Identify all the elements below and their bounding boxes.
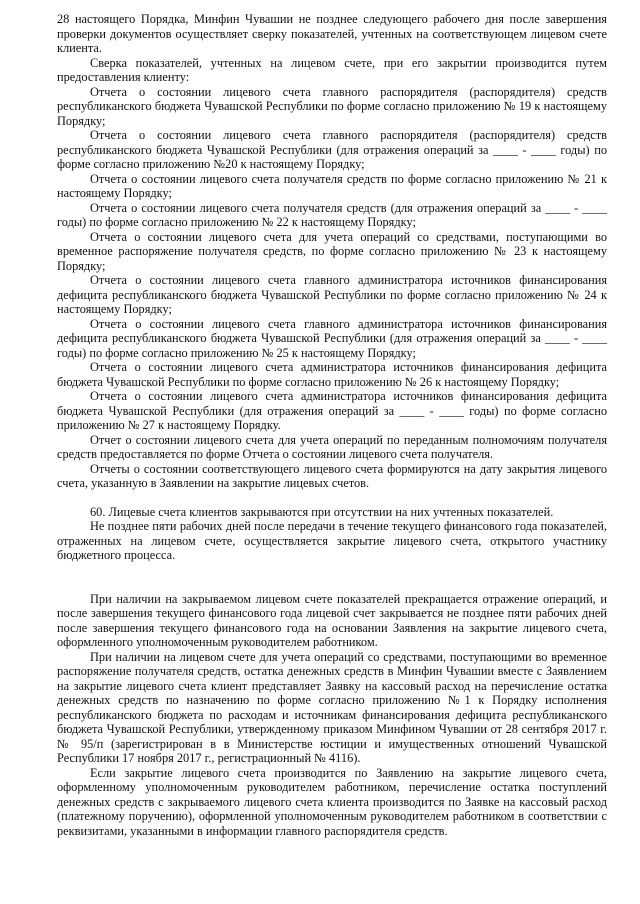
paragraph-report-27: Отчета о состоянии лицевого счета администратора источников финансирования дефицита бюджета Чувашской Республики (для отражения операций за ____ - ____ годы) по форме согласно приложению № 27 к настоящему Порядку. <box>57 389 607 432</box>
section-account-reconciliation <box>57 12 607 491</box>
paragraph-temporary-funds: При наличии на лицевом счете для учета операций со средствами, поступающими во временное распоряжение получателя средств, остатка денежных средств в Минфин Чувашии вместе с Заявлением на закрытие лицевого счета клиент представляет Заявку на кассовый расход на перечисление остатка денежных средств по назначению по форме согласно приложению №1 к Порядку исполнения республиканского бюджета по расходам и источникам финансирования дефицита республиканского бюджета Чувашской Республики, утвержденному приказом Минфином Чувашии от 28 сентября 2017 г. № 95/п (зарегистрирован в в Министерстве юстиции и имущественных отношений Чувашской Республики 17 ноября 2017 г., регистрационный № 4116). <box>57 649 607 765</box>
paragraph-continuation: 28 настоящего Порядка, Минфин Чувашии не позднее следующего рабочего дня после завершения проверки документов осуществляет сверку показателей, учтенных на соответствующем лицевом счете клиента. <box>57 12 607 55</box>
paragraph-report-23: Отчета о состоянии лицевого счета для учета операций со средствами, поступающими во временное распоряжение получателя средств, по форме согласно приложению № 23 к настоящему Порядку; <box>57 229 607 273</box>
section-60-closing <box>57 505 607 563</box>
paragraph-report-21: Отчета о состоянии лицевого счета получателя средств по форме согласно приложению № 21 к настоящему Порядку; <box>57 171 607 200</box>
section-closing-procedures <box>57 592 607 839</box>
paragraph-report-25: Отчета о состоянии лицевого счета главного администратора источников финансирования дефицита республиканского бюджета Чувашской Республики (для отражения операций за ____ - ____ годы) по форме согласно приложению № 25 к настоящему Порядку; <box>57 316 607 360</box>
paragraph-report-24: Отчета о состоянии лицевого счета главного администратора источников финансирования дефицита республиканского бюджета Чувашской Республики по форме согласно приложению № 24 к настоящему Порядку; <box>57 273 607 316</box>
paragraph-report-26: Отчета о состоянии лицевого счета администратора источников финансирования дефицита бюджета Чувашской Республики по форме согласно приложению № 26 к настоящему Порядку; <box>57 360 607 389</box>
paragraph-report-date: Отчеты о состоянии соответствующего лицевого счета формируются на дату закрытия лицевого счета, указанную в Заявлении на закрытие лицевых счетов. <box>57 461 607 490</box>
paragraph-report-19: Отчета о состоянии лицевого счета главного распорядителя (распорядителя) средств республиканского бюджета Чувашской Республики по форме согласно приложению № 19 к настоящему Порядку; <box>57 84 607 128</box>
spacer <box>57 563 607 592</box>
paragraph-remaining-indicators: При наличии на закрываемом лицевом счете показателей прекращается отражение операций, и после завершения текущего финансового года лицевой счет закрывается не позднее пяти рабочих дней после завершения текущего финансового года на основании Заявления на закрытие лицевого счета, оформленного уполномоченным руководителем работником. <box>57 591 607 649</box>
paragraph-balance-transfer: Если закрытие лицевого счета производится по Заявлению на закрытие лицевого счета, оформленному уполномоченным руководителем работником, перечисление остатка поступлений денежных средств с закрываемого лицевого счета клиента производится по Заявке на кассовый расход (платежному поручению), оформленной уполномоченным руководителем работником в соответствии с реквизитами, указанными в информации главного распорядителя средств. <box>57 765 607 838</box>
paragraph-60: 60. Лицевые счета клиентов закрываются при отсутствии на них учтенных показателей. <box>90 504 554 519</box>
paragraph-report-20: Отчета о состоянии лицевого счета главного распорядителя (распорядителя) средств республиканского бюджета Чувашской Республики (для отражения операций за ____ - ____ годы) по форме согласно приложению №20 к настоящему Порядку; <box>57 128 607 171</box>
spacer <box>57 491 607 505</box>
paragraph-reconciliation-intro: Сверка показателей, учтенных на лицевом счете, при его закрытии производится путем предоставления клиенту: <box>57 55 607 84</box>
paragraph-five-days: Не позднее пяти рабочих дней после передачи в течение текущего финансового года показателей, отраженных на лицевом счете, осуществляется закрытие лицевого счета, открытого участнику бюджетного процесса. <box>57 519 607 562</box>
paragraph-delegated-report: Отчет о состоянии лицевого счета для учета операций по переданным полномочиям получателя средств предоставляется по форме Отчета о состоянии лицевого счета получателя. <box>57 432 607 461</box>
paragraph-report-22: Отчета о состоянии лицевого счета получателя средств (для отражения операций за ____ - ____ годы) по форме согласно приложению № 22 к настоящему Порядку; <box>57 200 607 229</box>
